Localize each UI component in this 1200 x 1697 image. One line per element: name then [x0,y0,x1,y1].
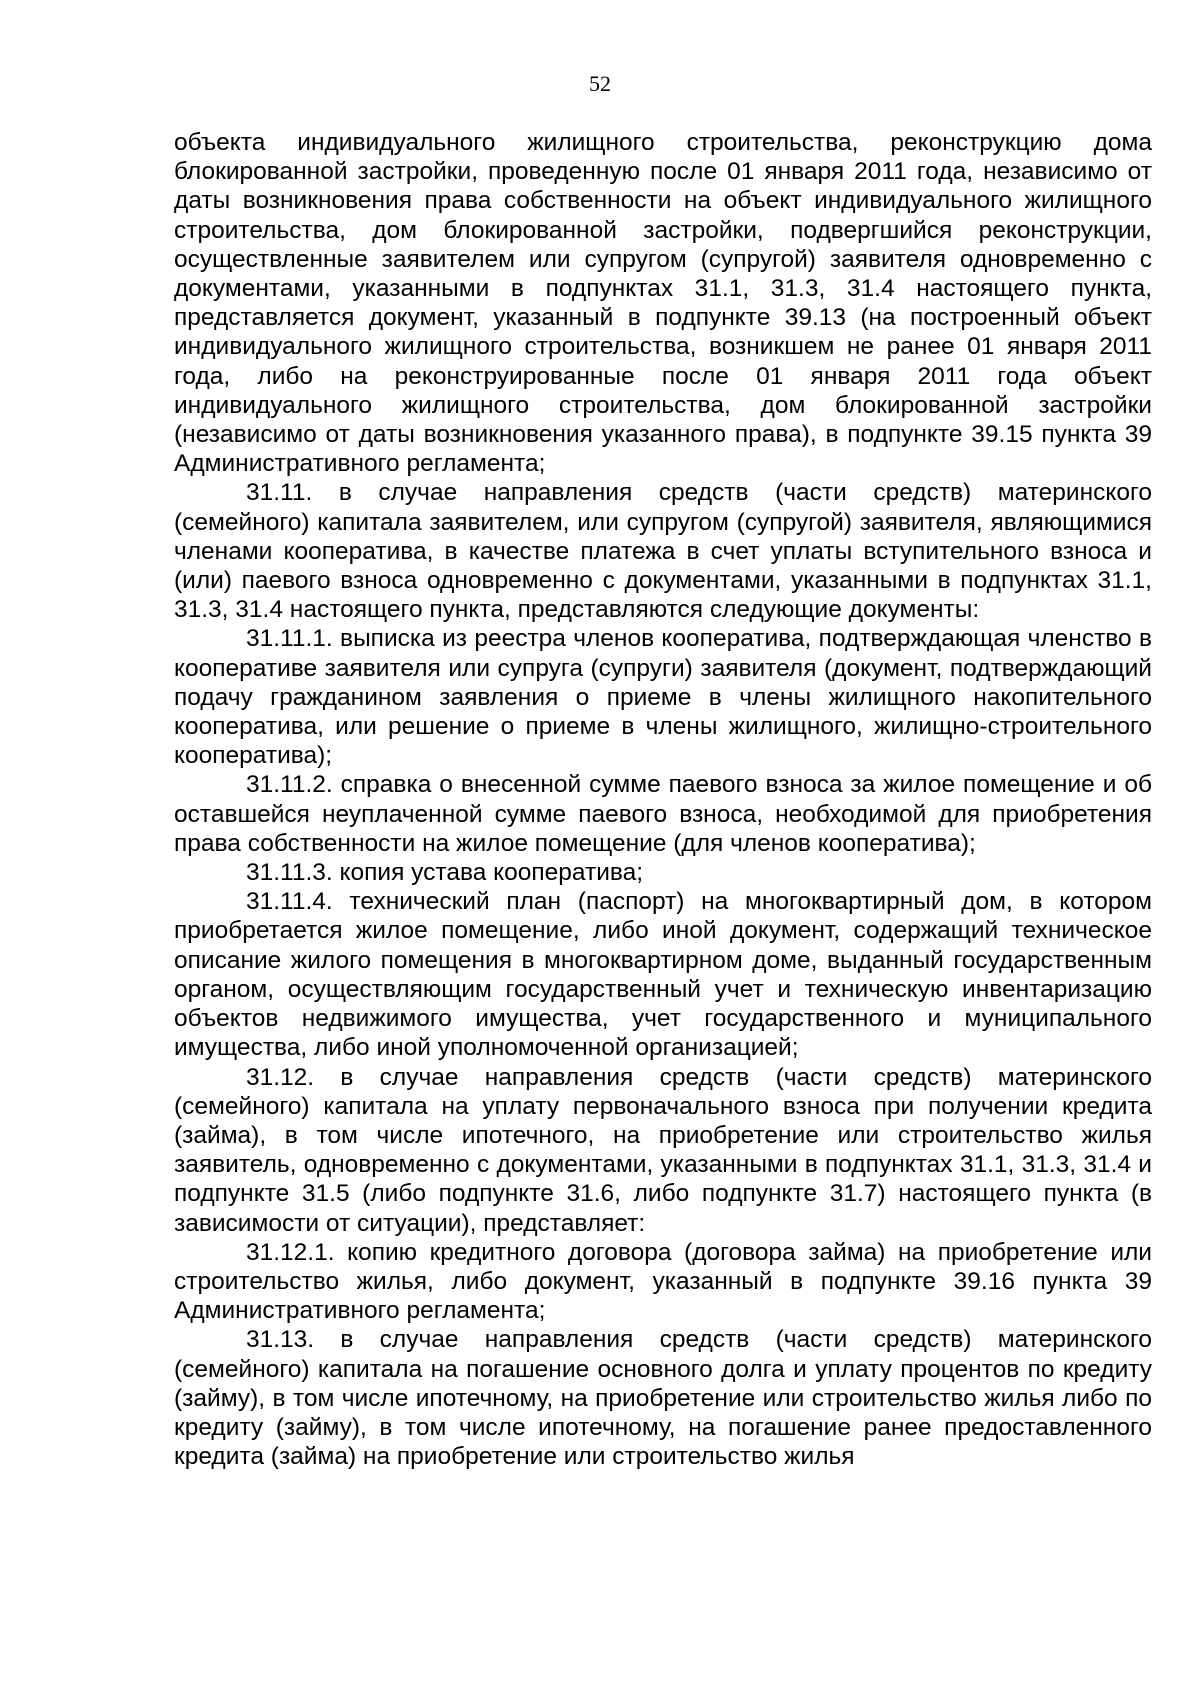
paragraph-31-11-4: 31.11.4. технический план (паспорт) на многоквартирный дом, в котором приобретается жилое помещение, либо иной документ, содержащий техническое описание жилого помещения в многоквартирном доме, выданный государственным органом, осуществляющим государственный учет и техническую инвентаризацию объектов недвижимого имущества, учет государственного и муниципального имущества, либо иной уполномоченной организацией; [174,888,1152,1062]
paragraph-31-11: 31.11. в случае направления средств (части средств) материнского (семейного) капитала заявителем, или супругом (супругой) заявителя, являющимися членами кооператива, в качестве платежа в счет уплаты вступительного взноса и (или) паевого взноса одновременно с документами, указанными в подпунктах 31.1, 31.3, 31.4 настоящего пункта, представляются следующие документы: [174,479,1152,624]
paragraph-31-13: 31.13. в случае направления средств (части средств) материнского (семейного) капитала на погашение основного долга и уплату процентов по кредиту (займу), в том числе ипотечному, на приобретение или строительство жилья либо по кредиту (займу), в том числе ипотечному, на погашение ранее предоставленного кредита (займа) на приобретение или строительство жилья [174,1326,1152,1471]
paragraph-continuation: объекта индивидуального жилищного строительства, реконструкцию дома блокированной застройки, проведенную после 01 января 2011 года, независимо от даты возникновения права собственности на объект индивидуального жилищного строительства, дом блокированной застройки, подвергшийся реконструкции, осуществленные заявителем или супругом (супругой) заявителя одновременно с документами, указанными в подпунктах 31.1, 31.3, 31.4 настоящего пункта, представляется документ, указанный в подпункте 39.13 (на построенный объект индивидуального жилищного строительства, возникшем не ранее 01 января 2011 года, либо на реконструированные после 01 января 2011 года объект индивидуального жилищного строительства, дом блокированной застройки (независимо от даты возникновения указанного права), в подпункте 39.15 пункта 39 Административного регламента; [174,129,1152,478]
page-number: 52 [589,71,611,96]
paragraph-31-11-3: 31.11.3. копия устава кооператива; [246,859,644,887]
paragraph-31-12: 31.12. в случае направления средств (части средств) материнского (семейного) капитала на уплату первоначального взноса при получении кредита (займа), в том числе ипотечного, на приобретение или строительство жилья заявитель, одновременно с документами, указанными в подпунктах 31.1, 31.3, 31.4 и подпункте 31.5 (либо подпункте 31.6, либо подпункте 31.7) настоящего пункта (в зависимости от ситуации), представляет: [174,1063,1152,1237]
paragraph-31-11-2: 31.11.2. справка о внесенной сумме паевого взноса за жилое помещение и об оставшейся неуплаченной сумме паевого взноса, необходимой для приобретения права собственности на жилое помещение (для членов кооператива); [174,771,1152,857]
paragraph-31-12-1: 31.12.1. копию кредитного договора (договора займа) на приобретение или строительство жилья, либо документ, указанный в подпункте 39.16 пункта 39 Административного регламента; [174,1238,1152,1325]
document-body [174,128,1152,1471]
paragraph-31-11-1: 31.11.1. выписка из реестра членов кооператива, подтверждающая членство в кооперативе заявителя или супруга (супруги) заявителя (документ, подтверждающий подачу гражданином заявления о приеме в члены жилищного накопительного кооператива, или решение о приеме в члены жилищного, жилищно-строительного кооператива); [174,625,1152,770]
